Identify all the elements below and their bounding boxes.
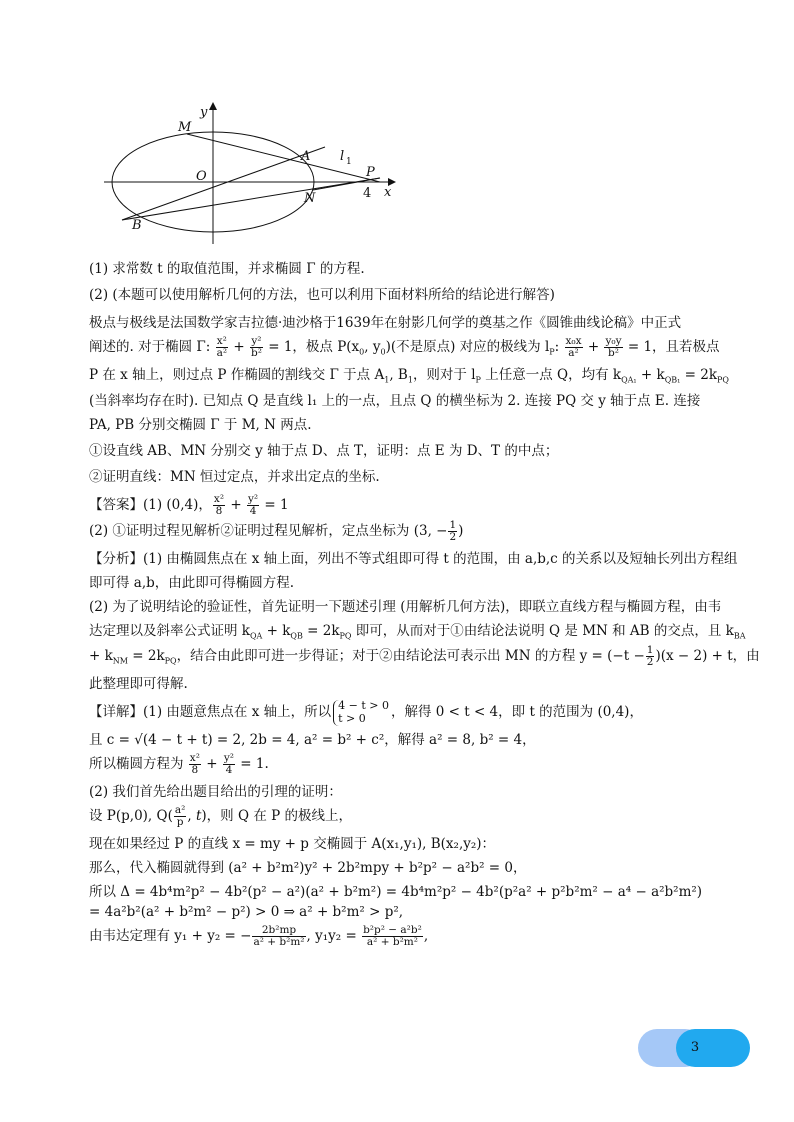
detail-line-10: 由韦达定理有 y₁ + y₂ = − $\frac{\text{2b²mp}}{\text{a² + b²m²}}$ , y₁y₂ = $\frac{\text{b²p² − a²b²}}{\text{a² + b²m²}}$ , [89, 923, 429, 948]
detail-line-7: 那么，代入椭圆就得到 (a² + b²m²)y² + 2b²mpy + b²p² − a²b² = 0， [89, 859, 527, 876]
analysis-line-5: + $k_{NM} = 2k_{PQ}$，结合由此即可进一步得证；对于②由结论法可表示出 MN 的方程 y = (−t − $\frac{1}{2}$ )(x − 2) + t，由 [89, 644, 760, 669]
detail-line-5: 设 P(p,0), Q( $\frac{\text{a²}}{p}$ , t)，则 Q 在 P 的极线上， [89, 803, 352, 828]
label-P: P [366, 165, 375, 180]
detail-line-4: (2) 我们首先给出题目给出的引理的证明： [89, 783, 342, 800]
ellipse-figure [100, 98, 410, 246]
detail-line-2: 且 c = √(4 − t + t) = 2, 2b = 4, a² = b² + c²，解得 a² = 8, b² = 4， [89, 731, 536, 748]
detail-line-3: 所以椭圆方程为 $\frac{\text{x²}}{8}$ + $\frac{\text{y²}}{4}$ = 1. [89, 751, 269, 776]
answer-1: 【答案】(1) (0,4)， $\frac{\text{x²}}{8}$ + $\frac{\text{y²}}{4}$ = 1 [89, 492, 289, 517]
analysis-line-1: 【分析】(1) 由椭圆焦点在 x 轴上面，列出不等式组即可得 t 的范围，由 a,b,c 的关系以及短轴长列出方程组 [89, 550, 738, 567]
label-M: M [178, 120, 192, 135]
detail-line-1: 【详解】(1) 由题意焦点在 x 轴上，所以 4 − t > 0 t > 0 ，解得 0 < t < 4，即 t 的范围为 (0,4)， [89, 699, 643, 726]
analysis-line-2: 即可得 a,b，由此即可得椭圆方程. [89, 574, 295, 591]
detail-line-9: = 4a²b²(a² + b²m² − p²) > 0 ⇒ a² + b²m² > p², [89, 903, 404, 920]
answer-2: (2) ①证明过程见解析②证明过程见解析，定点坐标为 (3, − $\frac{1}{2}$ ) [89, 518, 464, 543]
detail-line-6: 现在如果经过 P 的直线 x = my + p 交椭圆于 A(x₁,y₁), B(x₂,y₂)： [89, 835, 496, 852]
material-line-4: (当斜率均存在时). 已知点 Q 是直线 l₁ 上的一点，且点 Q 的横坐标为 2. 连接 PQ 交 y 轴于点 E. 连接 [89, 392, 701, 409]
label-y: y [200, 105, 208, 120]
material-line-5: PA, PB 分别交椭圆 Γ 于 M, N 两点. [89, 416, 312, 433]
y-axis-arrow [209, 102, 217, 110]
label-four: 4 [363, 186, 372, 201]
content [89, 253, 760, 948]
line-BA [122, 147, 325, 220]
analysis-line-4: 达定理以及斜率公式证明 $k_{QA} + k_{QB} = 2k_{PQ}$ 即可，从而对于①由结论法说明 Q 是 MN 和 AB 的交点，且 $k_{BA}$ [89, 622, 746, 641]
question-2: (2) (本题可以使用解析几何的方法，也可以利用下面材料所给的结论进行解答) [89, 287, 555, 303]
label-O: O [196, 169, 207, 184]
analysis-line-6: 此整理即可得解. [89, 676, 188, 693]
claim-1: ①设直线 AB、MN 分别交 y 轴于点 D、点 T，证明：点 E 为 D、T 的中点； [89, 442, 559, 459]
analysis-line-3: (2) 为了说明结论的验证性，首先证明一下题述引理 (用解析几何方法)，即联立直线方程与椭圆方程，由韦 [89, 598, 722, 615]
material-line-1: 极点与极线是法国数学家吉拉德·迪沙格于1639年在射影几何学的奠基之作《圆锥曲线论稿》中正式 [89, 315, 682, 331]
page-number: 3 [690, 1040, 700, 1055]
detail-line-8: 所以 Δ = 4b⁴m²p² − 4b²(p² − a²)(a² + b²m²) = 4b⁴m²p² − 4b²(p²a² + p²b²m² − a⁴ − a²b²m²) [89, 883, 703, 900]
label-N: N [304, 191, 316, 206]
claim-2: ②证明直线：MN 恒过定点，并求出定点的坐标. [89, 468, 380, 485]
line-PB [122, 178, 380, 220]
label-B: B [132, 218, 142, 233]
label-A: A [301, 149, 311, 164]
label-x: x [384, 185, 392, 200]
question-1: (1) 求常数 t 的取值范围，并求椭圆 Γ 的方程. [89, 261, 365, 277]
material-line-2: 阐述的. 对于椭圆 Γ: $\frac{\text{x²}}{\text{a²}}$ + $\frac{\text{y²}}{\text{b²}}$ = 1，极点 $P(x_0$, $y_0$)(不是原点) 对应的极线为 $l_P$: $\frac{\text{x₀x}}{\text{a²}}$ + $\frac{\text{y₀y}}{\text{b²}}$ = 1，且若极点 [89, 334, 720, 359]
label-l1: l [340, 149, 345, 164]
material-line-3: P 在 x 轴上，则过点 P 作椭圆的割线交 Γ 于点 $A_1$, $B_1$，则对于 $l_P$ 上任意一点 Q，均有 $k_{QA_1} + k_{QB_1} = 2k_{PQ}$ [89, 367, 729, 385]
label-l1-sub: 1 [346, 157, 352, 167]
